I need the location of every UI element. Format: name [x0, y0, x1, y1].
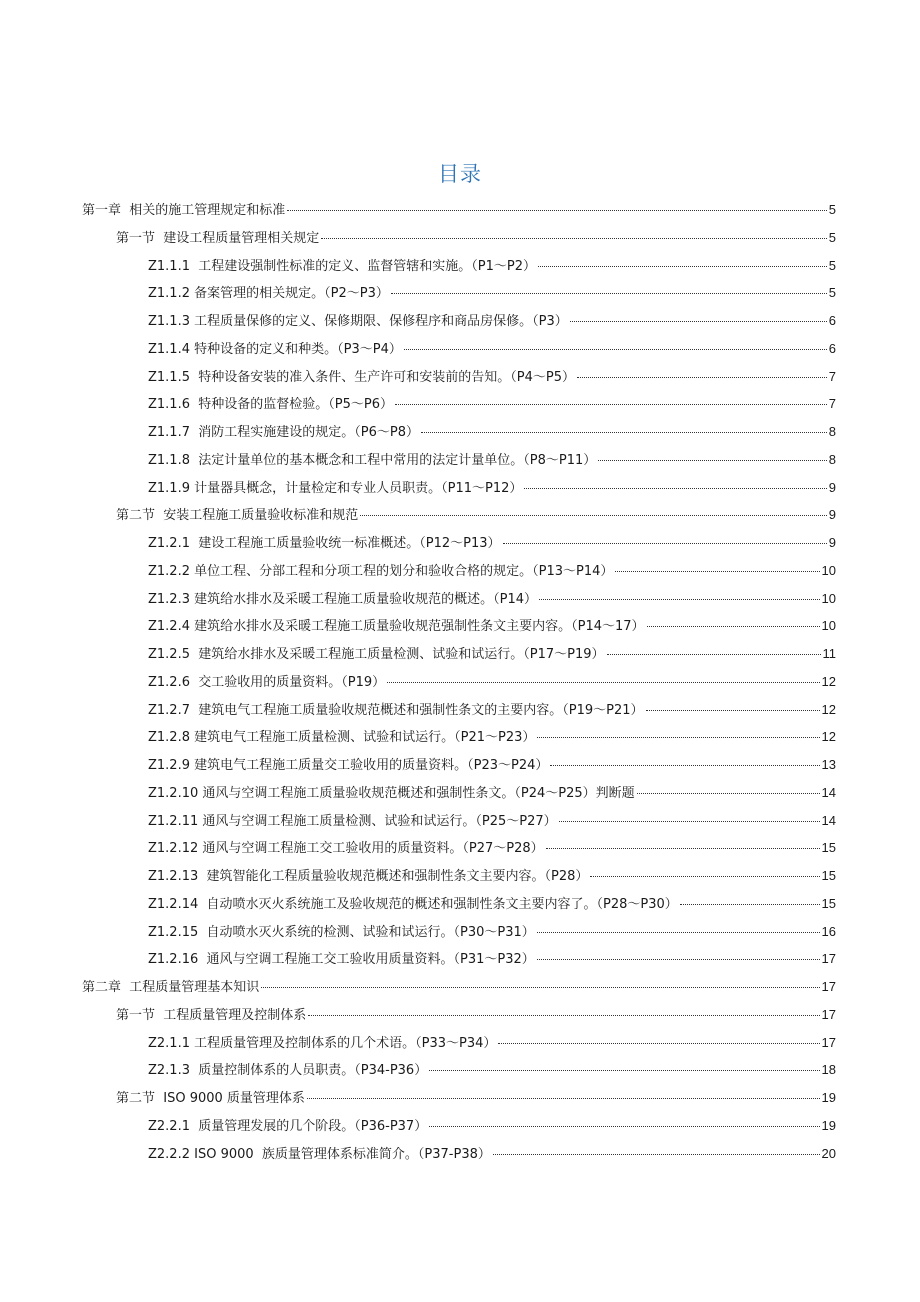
toc-entry[interactable]	[148, 256, 836, 276]
toc-entry-label: Z1.1.2 备案管理的相关规定。（P2～P3）	[148, 286, 389, 302]
dot-leader	[637, 793, 820, 794]
dot-leader	[421, 432, 827, 433]
toc-entry-page-number: 17	[821, 1034, 836, 1050]
dot-leader	[287, 210, 827, 211]
toc-entry-label: 第二节 安装工程施工质量验收标准和规范	[116, 508, 359, 524]
dot-leader	[493, 1154, 820, 1155]
toc-entry-label: Z1.2.9 建筑电气工程施工质量交工验收用的质量资料。（P23～P24）	[148, 758, 549, 773]
toc-entry-label: Z2.1.3 质量控制体系的人员职责。（P34-P36）	[148, 1063, 428, 1079]
dot-leader	[307, 1098, 820, 1099]
dot-leader	[321, 238, 827, 239]
toc-entry-label: 第一节 工程质量管理及控制体系	[116, 1007, 307, 1023]
toc-entry-label: Z1.1.9 计量器具概念，计量检定和专业人员职责。（P11～P12）	[148, 480, 523, 496]
toc-entry-page-number: 6	[828, 340, 836, 356]
toc-entry-label: Z1.1.7 消防工程实施建设的规定。（P6～P8）	[148, 425, 419, 440]
toc-entry[interactable]	[148, 894, 836, 914]
toc-entry[interactable]	[82, 200, 836, 220]
toc-entry[interactable]	[148, 450, 836, 470]
toc-entry[interactable]	[116, 505, 836, 525]
toc-entry[interactable]	[148, 1033, 836, 1053]
dot-leader	[360, 515, 827, 516]
toc-entry[interactable]	[116, 1088, 836, 1108]
toc-entry-label: Z1.2.5 建筑给水排水及采暖工程施工质量检测、试验和试运行。（P17～P19）	[148, 647, 605, 662]
toc-entry-page-number: 19	[821, 1090, 836, 1105]
dot-leader	[391, 293, 827, 294]
toc-entry-page-number: 8	[828, 424, 836, 439]
toc-entry-label: Z1.2.11 通风与空调工程施工质量检测、试验和试运行。（P25～P27）	[148, 813, 557, 829]
toc-entry-label: Z2.2.1 质量管理发展的几个阶段。（P36-P37）	[148, 1118, 428, 1134]
toc-entry-page-number: 14	[821, 784, 836, 800]
toc-entry-page-number: 10	[821, 590, 836, 606]
dot-leader	[577, 377, 827, 378]
toc-entry-page-number: 15	[821, 840, 836, 856]
dot-leader	[537, 737, 819, 738]
toc-entry[interactable]	[148, 811, 836, 831]
toc-title: 目录	[438, 162, 482, 186]
dot-leader	[429, 1126, 819, 1127]
toc-entry[interactable]	[148, 755, 836, 775]
dot-leader	[570, 321, 827, 322]
toc-entry[interactable]	[148, 283, 836, 303]
dot-leader	[550, 765, 819, 766]
toc-entry-label: Z1.2.12 通风与空调工程施工交工验收用的质量资料。（P27～P28）	[148, 841, 544, 857]
dot-leader	[404, 349, 827, 350]
toc-entry-label: Z1.2.15 自动喷水灭火系统的检测、试验和试运行。（P30～P31）	[148, 924, 535, 940]
toc-entry-page-number: 8	[828, 451, 836, 467]
dot-leader	[498, 1043, 819, 1044]
toc-entry-label: 第二章 工程质量管理基本知识	[82, 980, 260, 995]
toc-entry-label: Z1.2.1 建设工程施工质量验收统一标准概述。（P12～P13）	[148, 536, 501, 551]
toc-entry-label: Z1.1.5 特种设备安装的准入条件、生产许可和安装前的告知。（P4～P5）	[148, 369, 575, 385]
toc-entry-page-number: 17	[821, 979, 836, 994]
dot-leader	[647, 626, 820, 627]
toc-entry-label: Z1.2.13 建筑智能化工程质量验收规范概述和强制性条文主要内容。（P28）	[148, 869, 589, 884]
toc-entry-page-number: 5	[828, 285, 836, 301]
toc-entry[interactable]	[148, 866, 836, 886]
toc-entry[interactable]	[148, 1116, 836, 1136]
toc-entry-label: Z1.1.6 特种设备的监督检验。（P5～P6）	[148, 397, 393, 413]
toc-entry[interactable]	[148, 533, 836, 553]
toc-entry-label: Z1.1.4 特种设备的定义和种类。（P3～P4）	[148, 341, 402, 357]
toc-entry-page-number: 13	[821, 757, 836, 772]
toc-entry[interactable]	[116, 1005, 836, 1025]
toc-entry[interactable]	[148, 783, 836, 803]
toc-entry-page-number: 12	[821, 701, 836, 717]
toc-entry-page-number: 9	[828, 535, 836, 550]
toc-entry-label: Z1.2.8 建筑电气工程施工质量检测、试验和试运行。（P21～P23）	[148, 730, 536, 746]
toc-entry[interactable]	[148, 1144, 836, 1164]
toc-entry[interactable]	[148, 561, 836, 581]
toc-entry-page-number: 5	[828, 229, 836, 245]
dot-leader	[590, 876, 819, 877]
dot-leader	[387, 682, 819, 683]
toc-entry-page-number: 7	[828, 396, 836, 412]
toc-entry-page-number: 9	[828, 479, 836, 495]
toc-entry-label: Z1.2.4 建筑给水排水及采暖工程施工质量验收规范强制性条文主要内容。（P14～17）	[148, 619, 645, 635]
toc-entry-label: Z2.1.1 工程质量管理及控制体系的几个术语。（P33～P34）	[148, 1035, 497, 1051]
toc-entry-label: 第一节 建设工程质量管理相关规定	[116, 230, 320, 246]
toc-entry-label: Z1.1.1 工程建设强制性标准的定义、监督管辖和实施。（P1～P2）	[148, 258, 536, 274]
toc-entry[interactable]	[148, 922, 836, 942]
dot-leader	[559, 821, 820, 822]
dot-leader	[615, 571, 819, 572]
toc-entry[interactable]	[148, 394, 836, 414]
dot-leader	[646, 710, 820, 711]
dot-leader	[607, 654, 821, 655]
toc-entry-page-number: 20	[821, 1145, 836, 1161]
toc-entry-label: Z1.2.10 通风与空调工程施工质量验收规范概述和强制性条文。（P24～P25）判断题	[148, 785, 635, 801]
toc-entry-page-number: 12	[821, 729, 836, 745]
toc-entry[interactable]	[148, 644, 836, 664]
toc-entry-label: 第二节 ISO 9000 质量管理体系	[116, 1091, 305, 1106]
toc-entry-page-number: 15	[821, 868, 836, 883]
toc-entry[interactable]	[148, 727, 836, 747]
toc-entry[interactable]	[148, 1060, 836, 1080]
dot-leader	[546, 848, 820, 849]
toc-entry[interactable]	[148, 367, 836, 387]
toc-entry-page-number: 16	[821, 923, 836, 939]
dot-leader	[538, 266, 827, 267]
dot-leader	[429, 1070, 819, 1071]
toc-entry-page-number: 17	[821, 951, 836, 967]
toc-entry[interactable]	[148, 478, 836, 498]
toc-entry[interactable]	[148, 616, 836, 636]
toc-entry-page-number: 15	[821, 895, 836, 911]
toc-entry[interactable]	[148, 311, 836, 331]
dot-leader	[537, 959, 820, 960]
toc-entry-label: Z1.1.3 工程质量保修的定义、保修期限、保修程序和商品房保修。（P3）	[148, 314, 568, 329]
toc-entry[interactable]	[148, 838, 836, 858]
toc-entry-page-number: 5	[828, 202, 836, 217]
toc-entry-label: Z1.2.14 自动喷水灭火系统施工及验收规范的概述和强制性条文主要内容了。（P28～P30）	[148, 896, 678, 912]
dot-leader	[537, 932, 820, 933]
toc-entry-page-number: 12	[821, 673, 836, 689]
toc-entry-page-number: 10	[821, 618, 836, 634]
dot-leader	[598, 460, 827, 461]
dot-leader	[503, 543, 827, 544]
toc-entry-page-number: 10	[821, 562, 836, 578]
toc-entry-page-number: 9	[828, 507, 836, 523]
toc-entry-label: Z1.1.8 法定计量单位的基本概念和工程中常用的法定计量单位。（P8～P11）	[148, 452, 597, 468]
toc-entry[interactable]	[148, 589, 836, 609]
dot-leader	[395, 404, 827, 405]
toc-entry-label: Z1.2.7 建筑电气工程施工质量验收规范概述和强制性条文的主要内容。（P19～P21）	[148, 702, 644, 718]
toc-entry[interactable]	[148, 339, 836, 359]
toc-entry[interactable]	[148, 949, 836, 969]
toc-entry-page-number: 6	[828, 313, 836, 328]
toc-entry[interactable]	[148, 700, 836, 720]
toc-entry-label: Z2.2.2 ISO 9000 族质量管理体系标准简介。（P37-P38）	[148, 1146, 491, 1162]
toc-entry-label: Z1.2.16 通风与空调工程施工交工验收用质量资料。（P31～P32）	[148, 952, 535, 968]
dot-leader	[308, 1015, 819, 1016]
dot-leader	[261, 987, 819, 988]
dot-leader	[524, 488, 826, 489]
toc-entry-page-number: 7	[828, 368, 836, 384]
toc-entry-page-number: 19	[821, 1117, 836, 1133]
toc-entry-label: 第一章 相关的施工管理规定和标准	[82, 203, 286, 218]
toc-entry-label: Z1.2.6 交工验收用的质量资料。（P19）	[148, 674, 386, 690]
toc-entry-label: Z1.2.2 单位工程、分部工程和分项工程的划分和验收合格的规定。（P13～P14）	[148, 563, 614, 579]
toc-entry-page-number: 14	[821, 812, 836, 828]
toc-entry[interactable]	[148, 672, 836, 692]
toc-entry-page-number: 17	[821, 1006, 836, 1022]
toc-entry-page-number: 18	[821, 1062, 836, 1078]
toc-entry[interactable]	[116, 228, 836, 248]
dot-leader	[680, 904, 820, 905]
dot-leader	[539, 599, 820, 600]
toc-entry-page-number: 11	[822, 646, 836, 661]
toc-entry-label: Z1.2.3 建筑给水排水及采暖工程施工质量验收规范的概述。（P14）	[148, 591, 537, 607]
toc-entry[interactable]	[82, 977, 836, 997]
toc-entry[interactable]	[148, 422, 836, 442]
toc-entry-page-number: 5	[828, 257, 836, 273]
